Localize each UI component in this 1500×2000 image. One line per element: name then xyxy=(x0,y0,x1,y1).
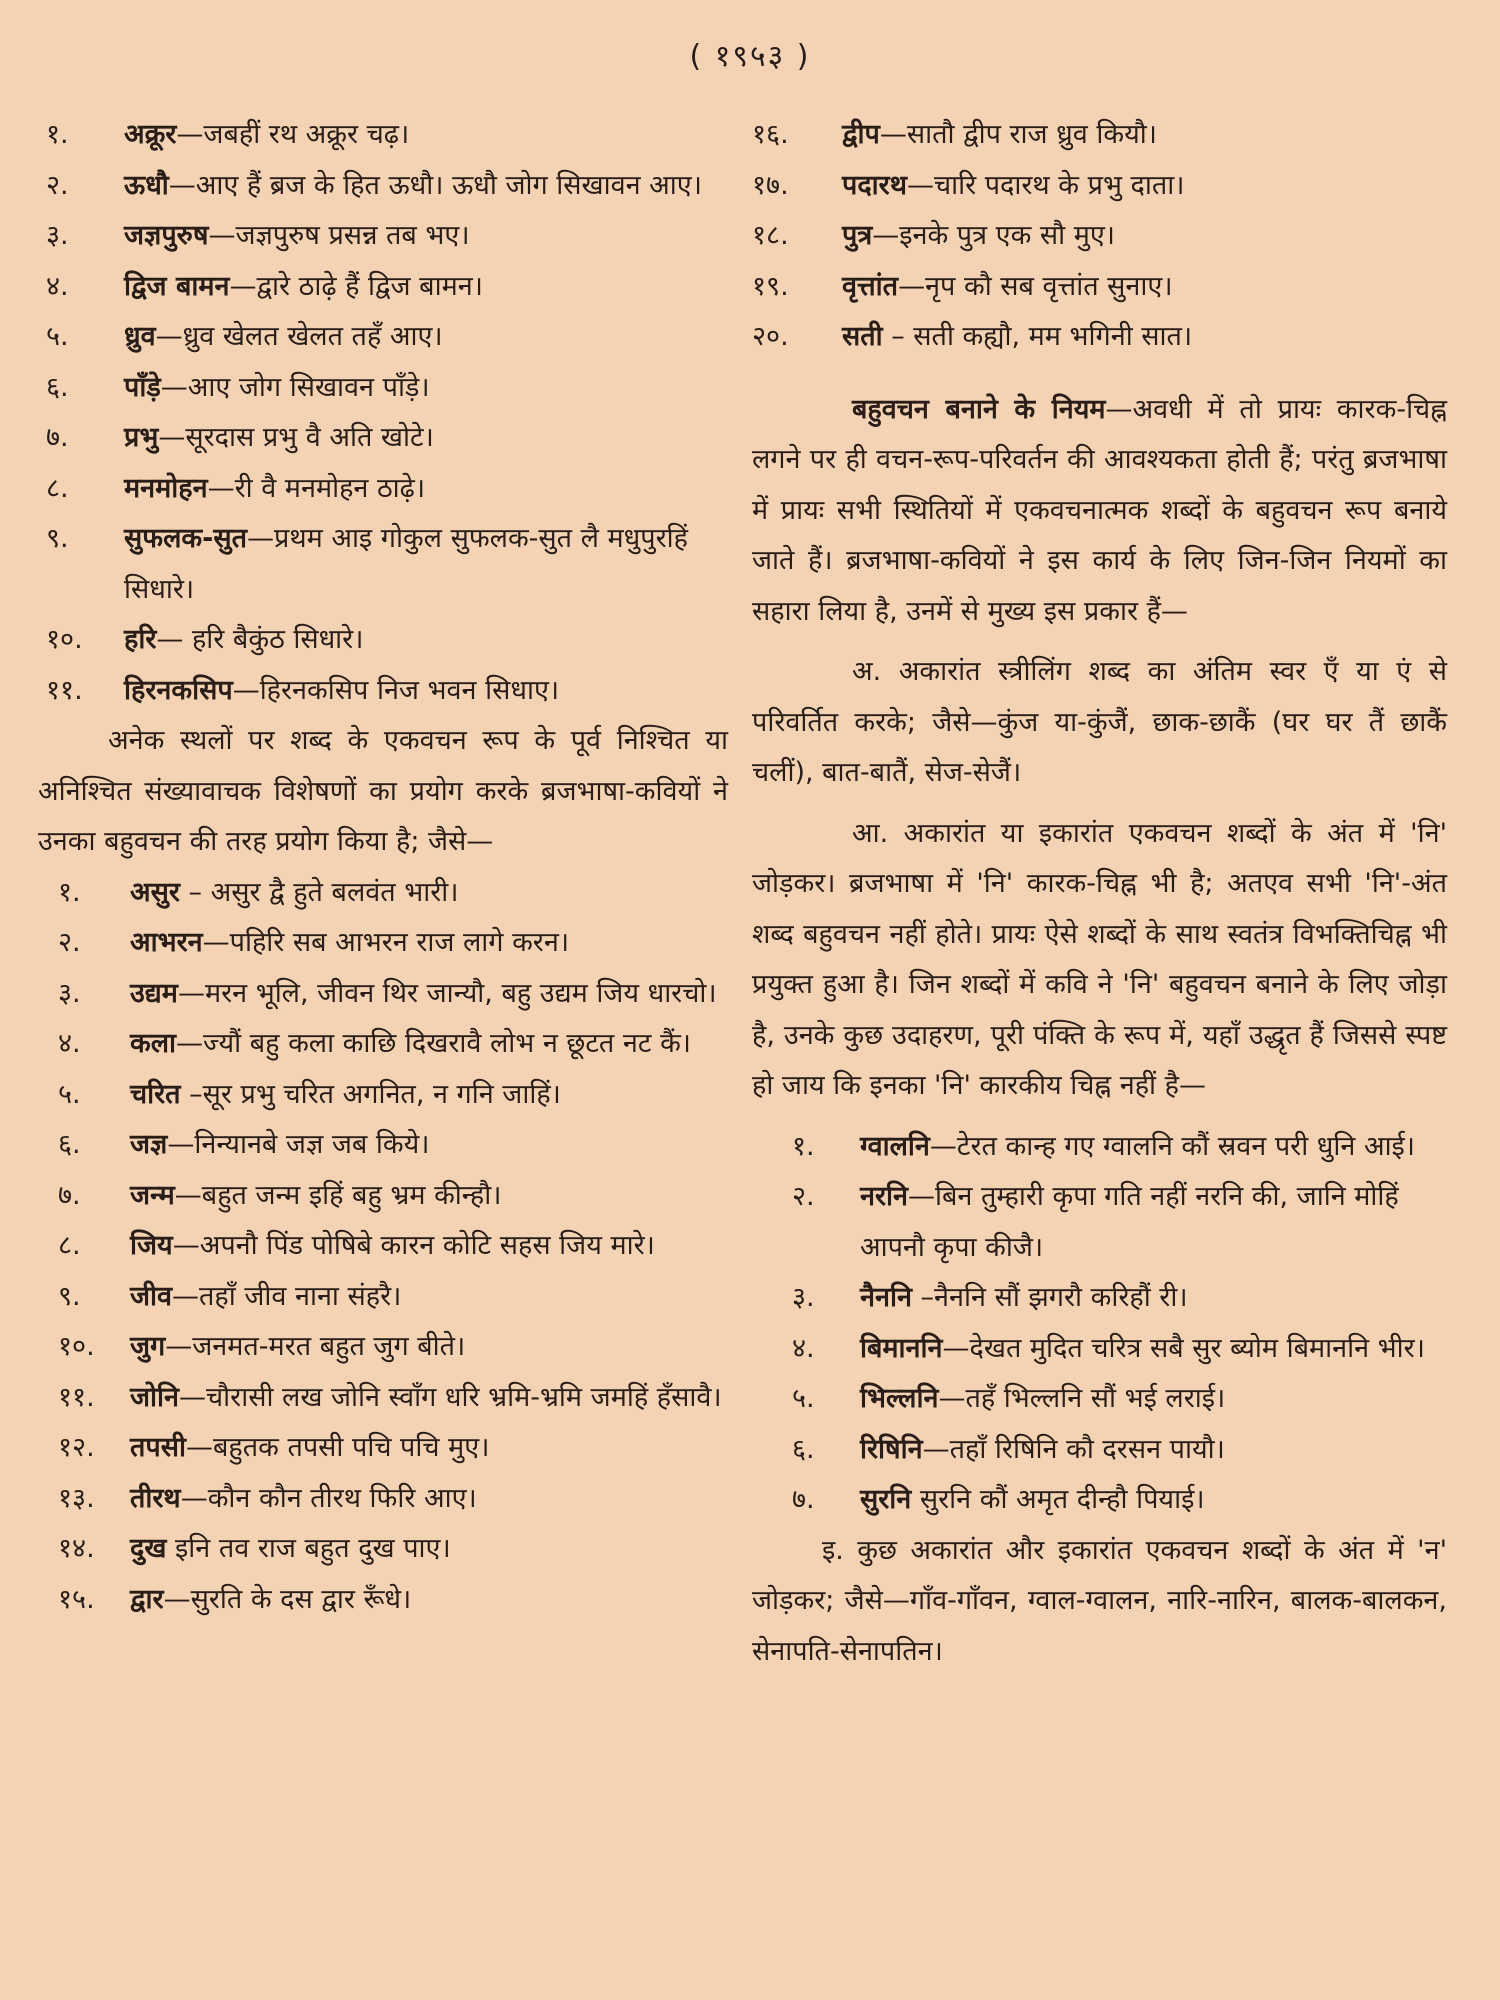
item-head: जज्ञ xyxy=(130,1129,168,1160)
item-head: जिय xyxy=(130,1230,173,1261)
examples-list-1-continued xyxy=(752,110,1447,363)
item-head: तपसी xyxy=(130,1432,186,1463)
list-item xyxy=(38,969,728,1020)
list-item xyxy=(38,161,728,212)
item-text: —इनके पुत्र एक सौ मुए। xyxy=(872,220,1116,251)
section-paragraph xyxy=(752,385,1447,638)
item-number: ८. xyxy=(46,472,69,504)
item-head: चरित xyxy=(130,1078,181,1110)
item-number: ५. xyxy=(792,1383,815,1414)
item-number: १. xyxy=(792,1130,815,1162)
list-item xyxy=(752,1172,1447,1273)
item-number: ४. xyxy=(58,1028,81,1059)
item-text: —आए हैं ब्रज के हित ऊधौ। ऊधौ जोग सिखावन आए। xyxy=(168,169,702,201)
item-text: —द्वारे ठाढ़े हैं द्विज बामन। xyxy=(229,270,483,302)
item-head: पुत्र xyxy=(842,220,873,251)
item-text: —पहिरि सब आभरन राज लागे करन। xyxy=(202,927,570,958)
item-number: १. xyxy=(46,119,69,150)
list-item xyxy=(38,1070,728,1121)
item-text: —तहँ भिल्लनि सौं भई लराई। xyxy=(938,1383,1226,1414)
list-item xyxy=(38,1019,728,1070)
left-column xyxy=(38,110,728,1625)
section-text: —अवधी में तो प्रायः कारक-चिह्न लगने पर ही वचन-रूप-परिवर्तन की आवश्यकता होती हैं; परंतु ब्रजभाषा में प्रायः सभी स्थितियों में एकवचनात्मक शब्दों के बहुवचन रूप बनाये जाते हैं। ब्रजभाषा-कवियों ने इस कार्य के लिए जिन-जिन नियमों का सहारा लिया है, उनमें से मुख्य इस प्रकार हैं— xyxy=(752,393,1447,627)
item-text: —आए जोग सिखावन पाँड़े। xyxy=(160,371,430,403)
item-head: हरि xyxy=(124,624,157,655)
list-item xyxy=(38,363,728,414)
list-item xyxy=(38,1474,728,1525)
list-item xyxy=(38,1120,728,1171)
item-head: प्रभु xyxy=(124,422,159,453)
item-text: —सुरति के दस द्वार रूँधे। xyxy=(163,1583,412,1615)
item-text: —प्रथम आइ गोकुल सुफलक-सुत लै मधुपुरहिं सिधारे। xyxy=(124,523,688,605)
list-item xyxy=(752,1273,1447,1324)
item-text: —जनमत-मरत बहुत जुग बीते। xyxy=(165,1331,466,1362)
item-text: —जबहीं रथ अक्रूर चढ़। xyxy=(176,119,410,150)
item-number: ७. xyxy=(792,1484,815,1515)
item-head: ग्वालनि xyxy=(860,1130,930,1162)
item-head: भिल्लनि xyxy=(860,1383,939,1414)
item-head: नैननि xyxy=(860,1282,912,1313)
list-item xyxy=(38,868,728,919)
list-item xyxy=(38,262,728,313)
item-head: द्विज बामन xyxy=(124,270,230,302)
item-number: ५. xyxy=(58,1078,81,1110)
item-text: — हरि बैकुंठ सिधारे। xyxy=(156,624,364,655)
list-item xyxy=(38,666,728,717)
item-text: —बहुतक तपसी पचि पचि मुए। xyxy=(185,1432,490,1463)
page-number: ( १९५३ ) xyxy=(689,39,811,74)
list-item xyxy=(38,1575,728,1626)
item-text: —ध्रुव खेलत खेलत तहँ आए। xyxy=(155,321,443,352)
item-number: ५. xyxy=(46,321,69,352)
item-number: १७. xyxy=(752,169,789,201)
list-item xyxy=(752,1374,1447,1425)
body-paragraph: अनेक स्थलों पर शब्द के एकवचन रूप के पूर्व निश्चित या अनिश्चित संख्यावाचक विशेषणों का प्रयोग करके ब्रजभाषा-कवियों ने उनका बहुवचन की तरह प्रयोग किया है; जैसे— xyxy=(38,725,728,857)
list-item xyxy=(38,312,728,363)
item-head: असुर xyxy=(130,876,180,908)
item-head: पाँड़े xyxy=(124,371,161,403)
item-text: —नृप कौ सब वृत्तांत सुनाए। xyxy=(898,270,1173,302)
list-item xyxy=(38,1272,728,1323)
item-number: ३. xyxy=(46,220,69,251)
item-number: ११. xyxy=(46,674,83,706)
examples-list-1 xyxy=(38,110,728,716)
section-heading: बहुवचन बनाने के नियम xyxy=(852,393,1106,425)
list-item xyxy=(38,1221,728,1272)
item-text: —तहाँ जीव नाना संहरै। xyxy=(172,1280,402,1312)
list-item xyxy=(38,514,728,615)
item-number: ६. xyxy=(792,1433,815,1465)
list-item xyxy=(38,615,728,666)
item-text: —हिरनकसिप निज भवन सिधाए। xyxy=(232,674,560,706)
item-number: १०. xyxy=(46,624,83,655)
item-number: ३. xyxy=(58,977,81,1009)
item-head: सती xyxy=(842,321,883,352)
item-head: जोनि xyxy=(130,1381,180,1413)
item-text: – असुर द्वै हुते बलवंत भारी। xyxy=(179,876,459,908)
list-item xyxy=(38,1373,728,1424)
item-number: ७. xyxy=(46,422,69,453)
item-head: हिरनकसिप xyxy=(124,674,233,706)
item-number: ३. xyxy=(792,1282,815,1313)
item-number: २. xyxy=(58,927,81,958)
item-head: जन्म xyxy=(130,1179,175,1211)
list-item xyxy=(38,1171,728,1222)
item-head: पदारथ xyxy=(842,169,907,201)
item-text: —अपनौ पिंड पोषिबे कारन कोटि सहस जिय मारे। xyxy=(172,1230,655,1261)
list-item xyxy=(38,918,728,969)
item-text: —तहाँ रिषिनि कौ दरसन पायौ। xyxy=(922,1433,1225,1465)
item-head: ऊधौ xyxy=(124,169,169,201)
item-head: वृत्तांत xyxy=(842,270,899,302)
list-item xyxy=(752,161,1447,212)
item-head: रिषिनि xyxy=(860,1433,923,1465)
item-number: २. xyxy=(46,169,69,201)
item-head: नरनि xyxy=(860,1181,909,1212)
item-head: सुफलक-सुत xyxy=(124,523,247,554)
list-item xyxy=(38,1322,728,1373)
examples-list-2 xyxy=(38,868,728,1626)
item-number: १३. xyxy=(58,1482,95,1514)
item-text: –नैननि सौं झगरौ करिहौं री। xyxy=(911,1282,1188,1313)
list-item xyxy=(752,1425,1447,1476)
item-text: —देखत मुदित चरित्र सबै सुर ब्योम बिमाननि भीर। xyxy=(942,1332,1425,1364)
item-text: —री वै मनमोहन ठाढ़े। xyxy=(207,472,426,504)
item-number: १. xyxy=(58,876,81,908)
right-column xyxy=(752,110,1447,1687)
list-item xyxy=(38,1423,728,1474)
item-head: मनमोहन xyxy=(124,472,208,504)
item-head: द्वार xyxy=(130,1583,164,1615)
item-number: २. xyxy=(792,1181,815,1212)
item-head: द्वीप xyxy=(842,119,880,150)
spacer xyxy=(752,363,1447,385)
item-number: २०. xyxy=(752,321,789,352)
list-item xyxy=(752,262,1447,313)
item-text: सुरनि कौं अमृत दीन्हौ पियाई। xyxy=(911,1484,1205,1515)
rule-a-paragraph: अ. अकारांत स्त्रीलिंग शब्द का अंतिम स्वर एँ या एं से परिवर्तित करके; जैसे—कुंज या-कुंजैं, छाक-छाकैं (घर घर तैं छाकैं चलीं), बात-बातैं, सेज-सेजैं। xyxy=(752,656,1447,788)
item-number: ९. xyxy=(58,1280,81,1312)
item-number: १२. xyxy=(58,1432,95,1463)
item-head: बिमाननि xyxy=(860,1332,943,1364)
item-number: ८. xyxy=(58,1230,81,1261)
rule-i-paragraph: इ. कुछ अकारांत और इकारांत एकवचन शब्दों के अंत में 'न' जोड़कर; जैसे—गाँव-गाँवन, ग्वाल-ग्वालन, नारि-नारिन, बालक-बालकन, सेनापति-सेनापतिन। xyxy=(752,1534,1447,1667)
item-text: —सूरदास प्रभु वै अति खोटे। xyxy=(158,422,434,453)
item-head: ध्रुव xyxy=(124,321,156,352)
list-item xyxy=(38,464,728,515)
item-text: —जज्ञपुरुष प्रसन्न तब भए। xyxy=(208,220,470,251)
list-item xyxy=(38,110,728,161)
list-item xyxy=(38,211,728,262)
list-item xyxy=(38,1524,728,1575)
item-text: –सूर प्रभु चरित अगनित, न गनि जाहिं। xyxy=(180,1078,561,1110)
item-head: जीव xyxy=(130,1280,173,1312)
item-number: ४. xyxy=(46,270,69,302)
item-head: सुरनि xyxy=(860,1484,912,1515)
item-number: १४. xyxy=(58,1533,95,1564)
item-head: अक्रूर xyxy=(124,119,177,150)
list-item xyxy=(752,1475,1447,1526)
item-head: जज्ञपुरुष xyxy=(124,220,209,251)
item-number: ६. xyxy=(58,1129,81,1160)
item-text: —मरन भूलि, जीवन थिर जान्यौ, बहु उद्यम जिय धारचो। xyxy=(177,977,717,1009)
item-text: —ज्यौं बहु कला काछि दिखरावै लोभ न छूटत नट कैं। xyxy=(176,1028,692,1059)
item-text: —टेरत कान्ह गए ग्वालनि कौं स्रवन परी धुनि आई। xyxy=(929,1130,1416,1162)
item-head: दुख xyxy=(130,1533,167,1564)
list-item xyxy=(38,413,728,464)
list-item xyxy=(752,312,1447,363)
item-number: १६. xyxy=(752,119,789,150)
item-text: —कौन कौन तीरथ फिरि आए। xyxy=(180,1482,477,1514)
item-text: —निन्यानबे जज्ञ जब किये। xyxy=(167,1129,430,1160)
item-head: उद्यम xyxy=(130,977,178,1009)
item-text: —बहुत जन्म इहिं बहु भ्रम कीन्हौ। xyxy=(174,1179,502,1211)
item-head: तीरथ xyxy=(130,1482,181,1514)
list-item xyxy=(752,110,1447,161)
item-number: ९. xyxy=(46,523,69,554)
item-head: कला xyxy=(130,1028,177,1059)
item-number: १८. xyxy=(752,220,789,251)
rule-aa-paragraph: आ. अकारांत या इकारांत एकवचन शब्दों के अंत में 'नि' जोड़कर। ब्रजभाषा में 'नि' कारक-चिह्न भी है; अतएव सभी 'नि'-अंत शब्द बहुवचन नहीं होते। प्रायः ऐसे शब्दों के साथ स्वतंत्र विभक्तिचिह्न भी प्रयुक्त हुआ है। जिन शब्दों में कवि ने 'नि' बहुवचन बनाने के लिए जोड़ा है, उनके कुछ उदाहरण, पूरी पंक्ति के रूप में, यहाँ उद्धृत हैं जिससे स्पष्ट हो जाय कि इनका 'नि' कारकीय चिह्न नहीं है— xyxy=(752,817,1447,1101)
list-item xyxy=(752,1122,1447,1173)
item-number: १५. xyxy=(58,1583,95,1615)
list-item xyxy=(752,1324,1447,1375)
item-text: —चारि पदारथ के प्रभु दाता। xyxy=(906,169,1185,201)
item-text: —चौरासी लख जोनि स्वाँग धरि भ्रमि-भ्रमि जमहिं हँसावै। xyxy=(179,1381,722,1413)
item-number: १९. xyxy=(752,270,789,302)
item-number: १०. xyxy=(58,1331,95,1362)
list-item xyxy=(752,211,1447,262)
item-text: इनि तव राज बहुत दुख पाए। xyxy=(166,1533,451,1564)
item-number: ४. xyxy=(792,1332,815,1364)
item-text: – सती कह्यौ, मम भगिनी सात। xyxy=(882,321,1193,352)
item-number: ७. xyxy=(58,1179,81,1211)
item-head: जुग xyxy=(130,1331,166,1362)
item-number: ६. xyxy=(46,371,69,403)
item-text: —बिन तुम्हारी कृपा गति नहीं नरनि की, जानि मोहिं आपनौ कृपा कीजै। xyxy=(860,1181,1399,1263)
item-number: ११. xyxy=(58,1381,95,1413)
item-head: आभरन xyxy=(130,927,203,958)
item-text: —सातौ द्वीप राज ध्रुव कियौ। xyxy=(879,119,1157,150)
ni-examples-list xyxy=(752,1122,1447,1526)
